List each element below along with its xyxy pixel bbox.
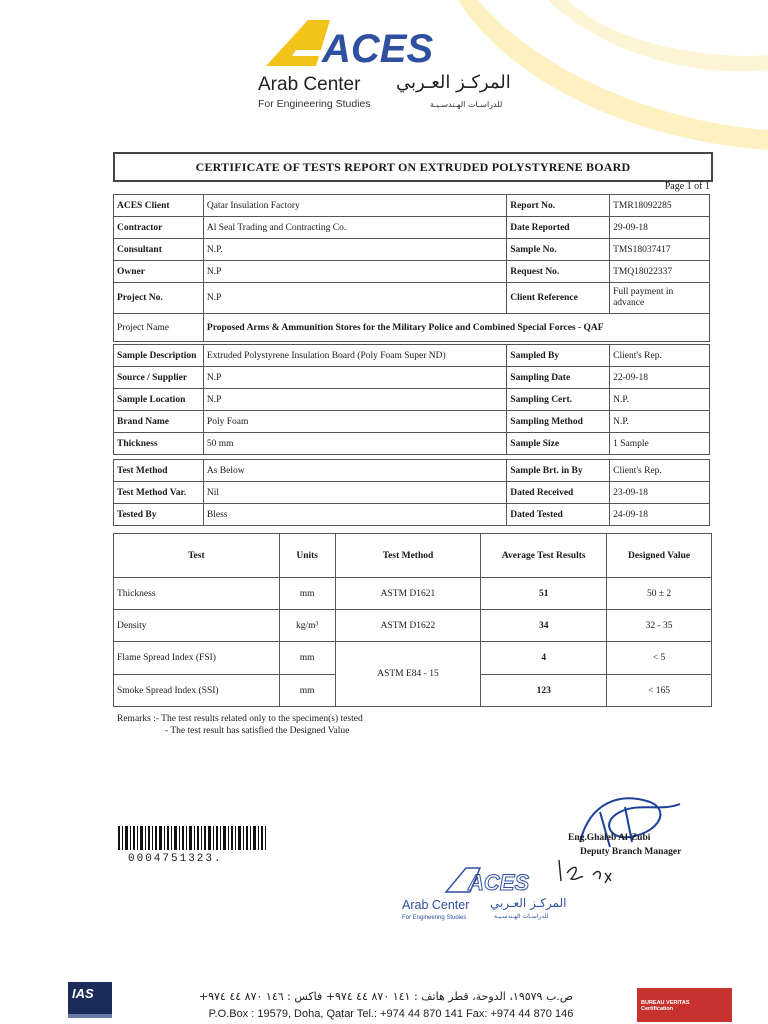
stamp-name-en: Arab Center xyxy=(402,898,470,912)
row-label: Sample Size xyxy=(507,433,610,455)
test-name: Flame Spread Index (FSI) xyxy=(114,642,280,675)
row-label: Sampling Date xyxy=(507,367,610,389)
row-label: Dated Tested xyxy=(507,504,610,526)
barcode-number: 0004751323. xyxy=(128,853,223,865)
row-value: As Below xyxy=(203,460,506,482)
ias-logo-text: IAS xyxy=(72,986,94,1001)
row-label: Project No. xyxy=(114,283,204,314)
test-result: 51 xyxy=(481,578,607,610)
row-value: N.P. xyxy=(610,389,710,411)
aces-logo xyxy=(256,18,536,70)
row-value: Poly Foam xyxy=(203,411,506,433)
table-row xyxy=(114,411,710,433)
row-value: N.P xyxy=(203,367,506,389)
table-row xyxy=(114,239,710,261)
table-row xyxy=(114,217,710,239)
logo-text: ACES xyxy=(322,27,434,70)
test-units: mm xyxy=(279,578,335,610)
table-row xyxy=(114,578,712,610)
stamp-name-ar: المركـز العـربي xyxy=(490,896,567,910)
row-label: Sample No. xyxy=(507,239,610,261)
row-label: Sampled By xyxy=(507,345,610,367)
table-row xyxy=(114,345,710,367)
table-row xyxy=(114,195,710,217)
table-row xyxy=(114,504,710,526)
test-units: mm xyxy=(279,675,335,707)
designed-value: < 165 xyxy=(607,675,712,707)
certificate-title: CERTIFICATE OF TESTS REPORT ON EXTRUDED POLYSTYRENE BOARD xyxy=(113,152,713,182)
test-info-table xyxy=(113,459,710,526)
row-label: Project Name xyxy=(114,314,204,342)
footer-address-en: P.O.Box : 19579, Doha, Qatar Tel.: +974 44 870 141 Fax: +974 44 870 146 xyxy=(208,1008,574,1020)
bureau-veritas-text: BUREAU VERITAS Certification xyxy=(641,1000,690,1012)
row-label: Tested By xyxy=(114,504,204,526)
row-label: Source / Supplier xyxy=(114,367,204,389)
test-method: ASTM D1621 xyxy=(335,578,481,610)
designed-value: < 5 xyxy=(607,642,712,675)
row-value: Full payment in advance xyxy=(610,283,710,314)
table-row xyxy=(114,460,710,482)
row-label: Brand Name xyxy=(114,411,204,433)
row-value: TMS18037417 xyxy=(610,239,710,261)
row-value: Nil xyxy=(203,482,506,504)
row-label: Sample Brt. in By xyxy=(507,460,610,482)
company-name-en: Arab Center xyxy=(258,74,361,95)
row-label: Consultant xyxy=(114,239,204,261)
row-value: TMQ18022337 xyxy=(610,261,710,283)
row-value: N.P. xyxy=(610,411,710,433)
test-result: 123 xyxy=(481,675,607,707)
barcode-graphic xyxy=(118,826,268,856)
project-name: Proposed Arms & Ammunition Stores for the Military Police and Combined Special Forces - QAF xyxy=(203,314,709,342)
table-row xyxy=(114,314,710,342)
column-header: Average Test Results xyxy=(481,534,607,578)
row-value: Bless xyxy=(203,504,506,526)
remark-line: - The test result has satisfied the Designed Value xyxy=(165,726,350,736)
row-label: Request No. xyxy=(507,261,610,283)
row-value: N.P xyxy=(203,389,506,411)
row-label: Client Reference xyxy=(507,283,610,314)
designed-value: 50 ± 2 xyxy=(607,578,712,610)
row-value: Client's Rep. xyxy=(610,345,710,367)
signatory-title: Deputy Branch Manager xyxy=(580,847,682,857)
row-value: Al Seal Trading and Contracting Co. xyxy=(203,217,506,239)
row-value: 23-09-18 xyxy=(610,482,710,504)
row-label: Sampling Cert. xyxy=(507,389,610,411)
row-value: Qatar Insulation Factory xyxy=(203,195,506,217)
row-value: N.P xyxy=(203,283,506,314)
page-number: Page 1 of 1 xyxy=(664,181,710,192)
company-subtitle-ar: للدراسـات الهـندسـيـة xyxy=(430,100,503,109)
test-units: kg/m³ xyxy=(279,610,335,642)
row-value: Client's Rep. xyxy=(610,460,710,482)
table-row xyxy=(114,389,710,411)
table-row xyxy=(114,283,710,314)
sample-info-table xyxy=(113,344,710,455)
row-label: Contractor xyxy=(114,217,204,239)
row-value: N.P xyxy=(203,261,506,283)
row-label: Sample Location xyxy=(114,389,204,411)
column-header: Units xyxy=(279,534,335,578)
row-value: 22-09-18 xyxy=(610,367,710,389)
row-label: Test Method xyxy=(114,460,204,482)
row-label: Date Reported xyxy=(507,217,610,239)
test-name: Thickness xyxy=(114,578,280,610)
table-row xyxy=(114,482,710,504)
test-name: Smoke Spread Index (SSI) xyxy=(114,675,280,707)
row-label: Thickness xyxy=(114,433,204,455)
designed-value: 32 - 35 xyxy=(607,610,712,642)
row-value: 1 Sample xyxy=(610,433,710,455)
signatory-name: Eng.Ghaleb Al-Zubi xyxy=(568,833,651,843)
row-label: Sampling Method xyxy=(507,411,610,433)
test-method: ASTM D1622 xyxy=(335,610,481,642)
test-result: 4 xyxy=(481,642,607,675)
table-row xyxy=(114,642,712,675)
company-name-ar: المركـز العـربي xyxy=(396,72,511,93)
table-header-row xyxy=(114,534,712,578)
column-header: Test xyxy=(114,534,280,578)
row-label: Sample Description xyxy=(114,345,204,367)
stamp-logo-text: ACES xyxy=(468,870,530,895)
row-label: Owner xyxy=(114,261,204,283)
row-value: 29-09-18 xyxy=(610,217,710,239)
stamp-subtitle-en: For Engineering Studies xyxy=(402,915,467,921)
stamp-subtitle-ar: للدراسـات الهـندسـيـة xyxy=(494,913,549,920)
row-value: 24-09-18 xyxy=(610,504,710,526)
row-value: TMR18092285 xyxy=(610,195,710,217)
row-label: Test Method Var. xyxy=(114,482,204,504)
row-value: N.P. xyxy=(203,239,506,261)
table-row xyxy=(114,610,712,642)
row-label: ACES Client xyxy=(114,195,204,217)
table-row xyxy=(114,261,710,283)
client-info-table xyxy=(113,194,710,342)
test-method: ASTM E84 - 15 xyxy=(335,642,481,707)
results-table xyxy=(113,533,712,707)
row-value: Extruded Polystyrene Insulation Board (Poly Foam Super ND) xyxy=(203,345,506,367)
test-units: mm xyxy=(279,642,335,675)
row-value: 50 mm xyxy=(203,433,506,455)
test-name: Density xyxy=(114,610,280,642)
remarks xyxy=(117,713,363,737)
footer-address-ar: ص.ب ١٩٥٧٩، الدوحة، قطر هاتف : ١٤١ ٨٧٠ ٤٤ ٩٧٤+ فاكس : ١٤٦ ٨٧٠ ٤٤ ٩٧٤+ xyxy=(198,990,574,1003)
row-label: Dated Received xyxy=(507,482,610,504)
row-label: Report No. xyxy=(507,195,610,217)
company-subtitle-en: For Engineering Studies xyxy=(258,98,371,110)
remark-line: Remarks :- The test results related only to the specimen(s) tested xyxy=(117,714,363,724)
table-row xyxy=(114,367,710,389)
column-header: Test Method xyxy=(335,534,481,578)
column-header: Designed Value xyxy=(607,534,712,578)
test-result: 34 xyxy=(481,610,607,642)
table-row xyxy=(114,433,710,455)
